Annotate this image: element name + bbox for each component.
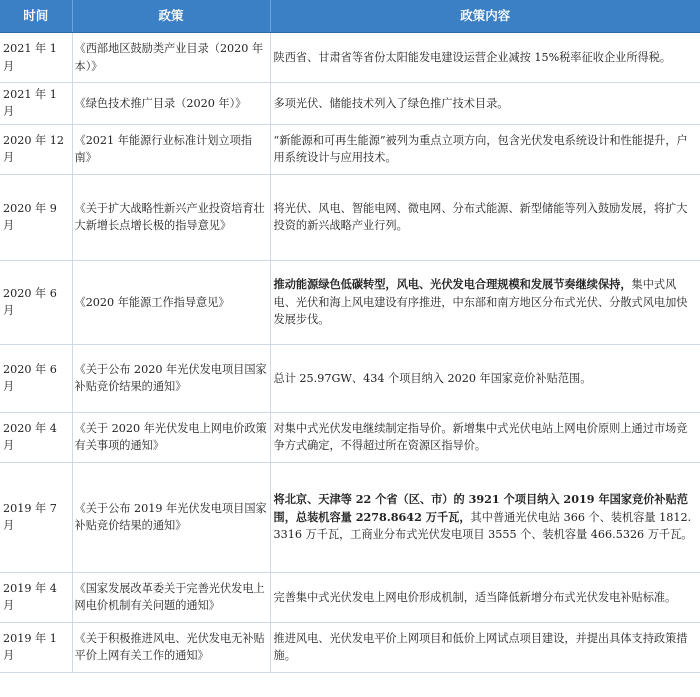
time-cell: 2020 年 4 月 [0,412,72,462]
time-cell: 2020 年 6 月 [0,344,72,412]
header-time: 时间 [0,0,72,33]
policy-cell: 《2020 年能源工作指导意见》 [72,260,270,344]
policy-cell: 《关于公布 2020 年光伏发电项目国家补贴竞价结果的通知》 [72,344,270,412]
time-cell: 2020 年 9 月 [0,174,72,260]
policy-cell: 《国家发展改革委关于完善光伏发电上网电价机制有关问题的通知》 [72,572,270,622]
table-row [0,572,700,622]
time-cell: 2020 年 12 月 [0,124,72,174]
time-cell: 2021 年 1 月 [0,83,72,125]
time-cell: 2019 年 1 月 [0,622,72,672]
content-cell: 多项光伏、储能技术列入了绿色推广技术目录。 [270,83,700,125]
header-policy: 政策 [72,0,270,33]
table-row [0,83,700,125]
content-cell: 推进风电、光伏发电平价上网项目和低价上网试点项目建设，并提出具体支持政策措施。 [270,622,700,672]
content-cell [270,260,700,344]
header-content: 政策内容 [270,0,700,33]
table-row [0,622,700,672]
content-cell: 完善集中式光伏发电上网电价形成机制，适当降低新增分布式光伏发电补贴标准。 [270,572,700,622]
policy-cell: 《2021 年能源行业标准计划立项指南》 [72,124,270,174]
content-text: 集中式风电、光伏和海上风电建设有序推进，中东部和南方地区分布式光伏、分散式风电加快发展步伐。 [273,278,688,326]
table-row [0,260,700,344]
policy-cell: 《关于扩大战略性新兴产业投资培育壮大新增长点增长极的指导意见》 [72,174,270,260]
content-cell: 总计 25.97GW、434 个项目纳入 2020 年国家竞价补贴范围。 [270,344,700,412]
policy-cell: 《西部地区鼓励类产业目录（2020 年本）》 [72,33,270,83]
table-row [0,174,700,260]
time-cell: 2019 年 4 月 [0,572,72,622]
table-row [0,412,700,462]
content-cell [270,462,700,572]
time-cell: 2021 年 1 月 [0,33,72,83]
table-row [0,462,700,572]
policy-cell: 《关于公布 2019 年光伏发电项目国家补贴竞价结果的通知》 [72,462,270,572]
content-bold-text: 将北京、天津等 22 个省（区、市）的 3921 个项目纳入 2019 年国家竞价补贴范围，总装机容量 2278.8642 万千瓦， [273,492,688,524]
time-cell: 2020 年 6 月 [0,260,72,344]
header-row [0,0,700,33]
policy-cell: 《关于 2020 年光伏发电上网电价政策有关事项的通知》 [72,412,270,462]
content-cell: 将光伏、风电、智能电网、微电网、分布式能源、新型储能等列入鼓励发展，将扩大投资的新兴战略产业行列。 [270,174,700,260]
policy-cell: 《绿色技术推广目录（2020 年）》 [72,83,270,125]
policy-cell: 《关于积极推进风电、光伏发电无补贴平价上网有关工作的通知》 [72,622,270,672]
content-cell: 陕西省、甘肃省等省份太阳能发电建设运营企业减按 15%税率征收企业所得税。 [270,33,700,83]
content-cell: “新能源和可再生能源”被列为重点立项方向，包含光伏发电系统设计和性能提升，户用系统设计与应用技术。 [270,124,700,174]
content-text: 其中普通光伏电站 366 个、装机容量 1812.3316 万千瓦，工商业分布式光伏发电项目 3555 个、装机容量 466.5326 万千瓦。 [273,510,693,541]
content-bold-text: 推动能源绿色低碳转型，风电、光伏发电合理规模和发展节奏继续保持， [273,277,632,292]
table-row [0,33,700,83]
table-row [0,344,700,412]
table-row [0,124,700,174]
content-cell: 对集中式光伏发电继续制定指导价。新增集中式光伏电站上网电价原则上通过市场竞争方式确定，不得超过所在资源区指导价。 [270,412,700,462]
time-cell: 2019 年 7 月 [0,462,72,572]
